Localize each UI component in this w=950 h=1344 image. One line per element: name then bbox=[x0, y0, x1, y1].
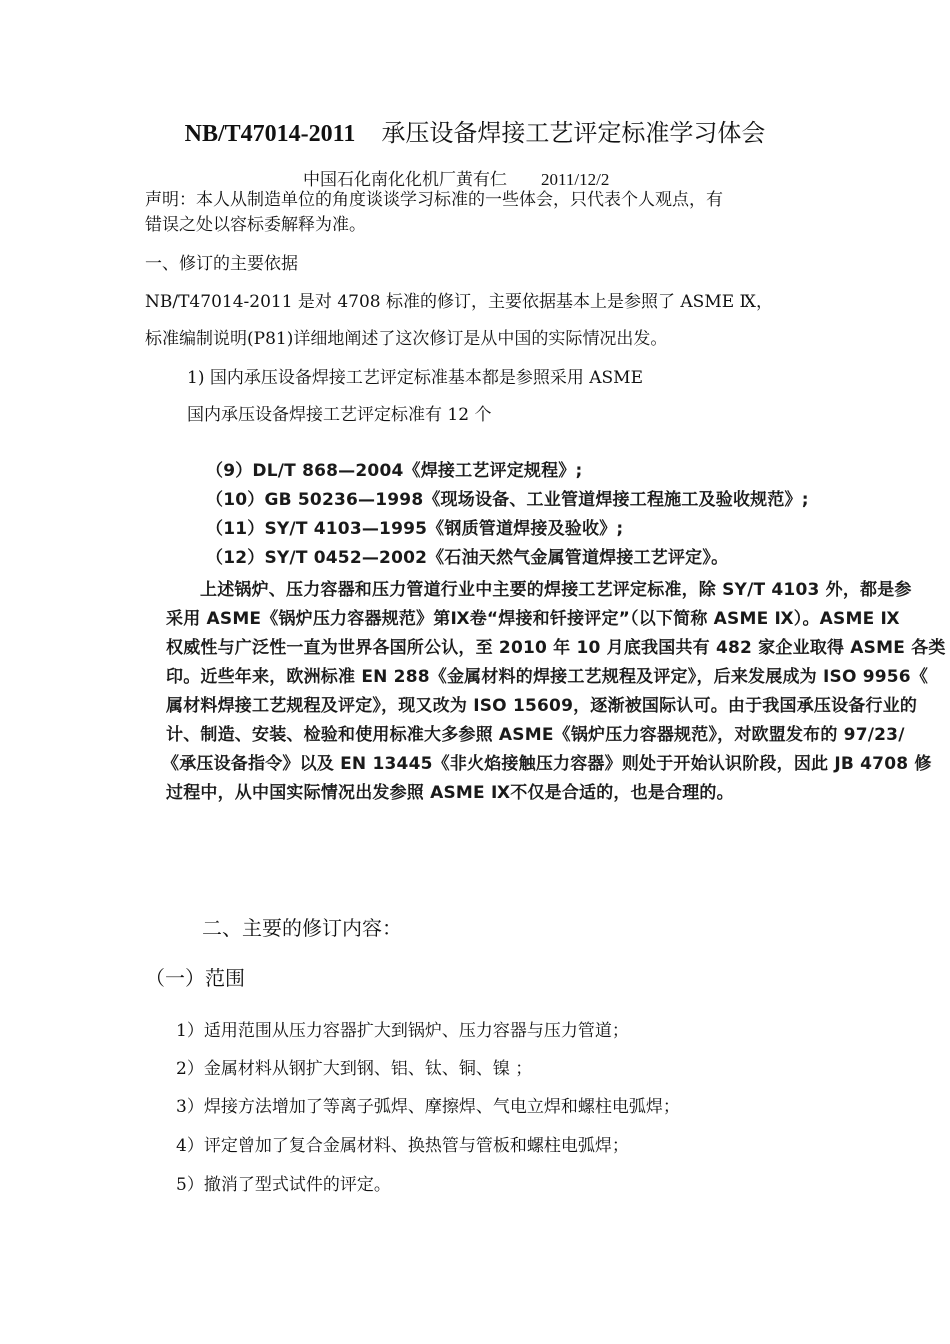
scope-list-item: 5）撤消了型式试件的评定。 bbox=[176, 1175, 391, 1195]
title-standard-code: NB/T47014-2011 bbox=[184, 121, 356, 147]
author-name: 中国石化南化化机厂黄有仁 bbox=[303, 170, 507, 190]
scope-list-item: 2）金属材料从钢扩大到钢、铝、钛、铜、镍 ； bbox=[176, 1059, 533, 1079]
scanned-excerpt bbox=[160, 450, 950, 842]
scan-line: （10）GB 50236—1998《现场设备、工业管道焊接工程施工及验收规范》; bbox=[206, 490, 809, 510]
author-date: 2011/12/2 bbox=[541, 170, 610, 189]
section1-paragraph-line-1: NB/T47014-2011 是对 4708 标准的修订，主要依据基本上是参照了 ASME Ⅸ， bbox=[145, 292, 773, 312]
section1-item-1: 1) 国内承压设备焊接工艺评定标准基本都是参照采用 ASME bbox=[187, 368, 643, 388]
section1-item-1-sub: 国内承压设备焊接工艺评定标准有 12 个 bbox=[187, 405, 492, 425]
scope-list-item: 4）评定曾加了复合金属材料、换热管与管板和螺柱电弧焊； bbox=[176, 1136, 629, 1156]
scan-line: 计、制造、安装、检验和使用标准大多参照 ASME《锅炉压力容器规范》，对欧盟发布的 97/23/ bbox=[166, 725, 905, 745]
scan-line: 《承压设备指令》以及 EN 13445《非火焰接触压力容器》则处于开始认识阶段，因此 JB 4708 修 bbox=[162, 754, 932, 774]
scan-line: 属材料焊接工艺规程及评定》，现又改为 ISO 15609，逐渐被国际认可。由于我国承压设备行业的 bbox=[166, 696, 918, 716]
scope-list-item: 1）适用范围从压力容器扩大到锅炉、压力容器与压力管道； bbox=[176, 1021, 629, 1041]
author-line bbox=[303, 165, 609, 190]
scan-line: （11）SY/T 4103—1995《钢质管道焊接及验收》; bbox=[206, 519, 624, 539]
section1-heading: 一、修订的主要依据 bbox=[145, 254, 298, 274]
section1-paragraph-line-2: 标准编制说明(P81)详细地阐述了这次修订是从中国的实际情况出发。 bbox=[145, 329, 668, 349]
scan-line: 权威性与广泛性一直为世界各国所公认，至 2010 年 10 月底我国共有 482 家企业取得 ASME 各类 bbox=[166, 638, 946, 658]
scan-line: （9）DL/T 868—2004《焊接工艺评定规程》; bbox=[206, 461, 583, 481]
section2-subheading: （一）范围 bbox=[145, 966, 245, 990]
scan-line: 采用 ASME《锅炉压力容器规范》第Ⅸ卷“焊接和钎接评定”（以下简称 ASME Ⅸ）。ASME Ⅸ bbox=[166, 609, 900, 629]
scan-line: 过程中，从中国实际情况出发参照 ASME Ⅸ不仅是合适的，也是合理的。 bbox=[166, 783, 734, 803]
scan-line: 印。近些年来，欧洲标准 EN 288《金属材料的焊接工艺规程及评定》，后来发展成为 ISO 9956《 bbox=[166, 667, 929, 687]
scan-line: 上述锅炉、压力容器和压力管道行业中主要的焊接工艺评定标准，除 SY/T 4103 外，都是参 bbox=[200, 580, 912, 600]
document-title bbox=[0, 118, 950, 149]
scope-list-item: 3）焊接方法增加了等离子弧焊、摩擦焊、气电立焊和螺柱电弧焊； bbox=[176, 1097, 680, 1117]
statement-line-1: 声明：本人从制造单位的角度谈谈学习标准的一些体会，只代表个人观点，有 bbox=[145, 190, 723, 210]
section2-heading: 二、主要的修订内容： bbox=[202, 916, 402, 940]
title-text: 承压设备焊接工艺评定标准学习体会 bbox=[381, 119, 766, 147]
scan-line: （12）SY/T 0452—2002《石油天然气金属管道焊接工艺评定》。 bbox=[206, 548, 729, 568]
statement-line-2: 错误之处以容标委解释为准。 bbox=[145, 215, 366, 235]
